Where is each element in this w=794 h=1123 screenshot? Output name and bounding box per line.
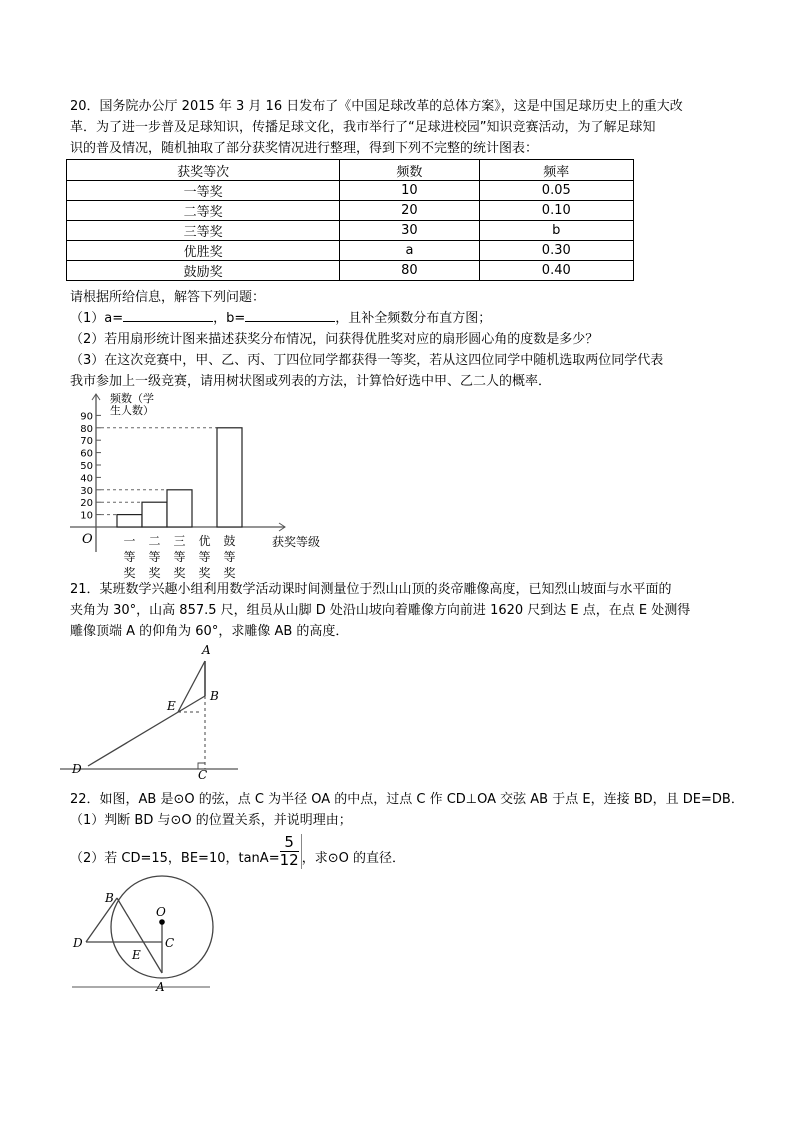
y-tick-label: 60 bbox=[80, 448, 93, 460]
y-tick-label: 40 bbox=[80, 473, 93, 485]
category-label: 鼓 bbox=[223, 534, 236, 548]
table-row bbox=[67, 201, 634, 221]
q20-text-line1: 20．国务院办公厅 2015 年 3 月 16 日发布了《中国足球改革的总体方案》，这是中国足球历史上的重大改 bbox=[70, 99, 683, 114]
answer-blank-a[interactable] bbox=[123, 309, 213, 322]
label-A: A bbox=[202, 643, 211, 657]
y-tick-label: 80 bbox=[80, 423, 93, 435]
cell-rate: b bbox=[479, 221, 633, 241]
cell-award: 三等奖 bbox=[67, 221, 340, 241]
q21-text-line1: 21．某班数学兴趣小组利用数学活动课时间测量位于烈山山顶的炎帝雕像高度，已知烈山坡面与水平面的 bbox=[70, 582, 672, 597]
answer-blank-b[interactable] bbox=[245, 309, 335, 322]
cell-frequency: 80 bbox=[340, 261, 479, 281]
label-B: B bbox=[210, 689, 219, 703]
category-label: 奖 bbox=[223, 566, 236, 580]
category-label: 奖 bbox=[148, 566, 161, 580]
frequency-histogram bbox=[60, 388, 350, 580]
label-B: B bbox=[105, 891, 114, 905]
sub2-suffix: ，求⊙O 的直径． bbox=[301, 851, 405, 866]
table-header-row bbox=[67, 160, 634, 181]
label-D: D bbox=[72, 762, 82, 776]
q20-sub3-line2: 我市参加上一级竞赛，请用树状图或列表的方法，计算恰好选中甲、乙二人的概率． bbox=[70, 374, 552, 389]
cell-rate: 0.30 bbox=[479, 241, 633, 261]
cell-award: 一等奖 bbox=[67, 181, 340, 201]
y-tick-label: 90 bbox=[80, 411, 93, 423]
histogram-bar bbox=[117, 515, 142, 527]
center-point-O bbox=[159, 919, 165, 925]
q21-text-line3: 雕像顶端 A 的仰角为 60°，求雕像 AB 的高度． bbox=[70, 624, 349, 639]
cell-frequency: a bbox=[340, 241, 479, 261]
q21-text-line2: 夹角为 30°，山高 857.5 尺，组员从山脚 D 处沿山坡向着雕像方向前进 1620 尺到达 E 点，在点 E 处测得 bbox=[70, 603, 691, 618]
label-E: E bbox=[132, 948, 141, 962]
table-row bbox=[67, 241, 634, 261]
label-O: O bbox=[156, 905, 166, 919]
category-label: 等 bbox=[198, 550, 211, 564]
histogram-axes bbox=[70, 394, 285, 552]
fraction-denominator: 12 bbox=[279, 851, 299, 869]
q22-text-line1: 22．如图，AB 是⊙O 的弦，点 C 为半径 OA 的中点，过点 C 作 CD⊥OA 交弦 AB 于点 E，连接 BD，且 DE=DB． bbox=[70, 792, 744, 807]
cell-frequency: 20 bbox=[340, 201, 479, 221]
category-label: 优 bbox=[198, 534, 211, 548]
slope-figure bbox=[60, 640, 250, 780]
q20-text-line2: 革．为了进一步普及足球知识，传播足球文化，我市举行了“足球进校园”知识竞赛活动，为了解足球知 bbox=[70, 120, 656, 135]
label-A: A bbox=[156, 980, 165, 994]
slope-line-DB bbox=[88, 696, 205, 766]
table-row bbox=[67, 221, 634, 241]
category-label: 等 bbox=[173, 550, 186, 564]
table-row bbox=[67, 181, 634, 201]
category-label: 等 bbox=[223, 550, 236, 564]
cell-rate: 0.10 bbox=[479, 201, 633, 221]
q20-text-line3: 识的普及情况，随机抽取了部分获奖情况进行整理，得到下列不完整的统计图表： bbox=[70, 141, 539, 156]
label-C: C bbox=[198, 768, 208, 782]
header-frequency: 频数 bbox=[340, 160, 479, 181]
q22-sub1: （1）判断 BD 与⊙O 的位置关系，并说明理由； bbox=[70, 813, 352, 828]
cell-award: 优胜奖 bbox=[67, 241, 340, 261]
histogram-bars bbox=[117, 428, 242, 527]
category-label: 等 bbox=[148, 550, 161, 564]
cell-rate: 0.05 bbox=[479, 181, 633, 201]
sub2-prefix: （2）若 CD=15，BE=10，tanA= bbox=[70, 851, 280, 866]
header-rate: 频率 bbox=[479, 160, 633, 181]
category-label: 等 bbox=[123, 550, 136, 564]
sub1-b-label: ，b= bbox=[213, 311, 246, 326]
histogram-labels bbox=[80, 411, 235, 580]
y-tick-label: 10 bbox=[80, 510, 93, 522]
q20-prompt: 请根据所给信息，解答下列问题： bbox=[70, 290, 266, 305]
table-row bbox=[67, 261, 634, 281]
y-tick-label: 50 bbox=[80, 461, 93, 472]
histogram-guides bbox=[101, 428, 217, 515]
cell-frequency: 10 bbox=[340, 181, 479, 201]
origin-label: O bbox=[82, 532, 93, 547]
sub1-a-label: （1）a= bbox=[70, 311, 124, 326]
histogram-bar bbox=[167, 490, 192, 527]
cell-frequency: 30 bbox=[340, 221, 479, 241]
fraction-numerator: 5 bbox=[280, 834, 299, 852]
histogram-bar bbox=[142, 502, 167, 527]
y-axis-label-line1: 频数（学 bbox=[110, 392, 154, 405]
category-label: 一 bbox=[123, 534, 136, 548]
q20-sub3-line1: （3）在这次竞赛中，甲、乙、丙、丁四位同学都获得一等奖，若从这四位同学中随机选取两位同学代表 bbox=[70, 353, 664, 368]
y-tick-label: 30 bbox=[80, 485, 93, 497]
frequency-table bbox=[66, 159, 634, 281]
q20-sub2: （2）若用扇形统计图来描述获奖分布情况，问获得优胜奖对应的扇形圆心角的度数是多少？ bbox=[70, 332, 599, 347]
y-tick-label: 20 bbox=[80, 498, 93, 510]
category-label: 奖 bbox=[198, 566, 211, 580]
label-C: C bbox=[165, 936, 175, 950]
histogram-bar bbox=[217, 428, 242, 527]
q20-sub1 bbox=[70, 308, 730, 329]
sub1-tail: ，且补全频数分布直方图； bbox=[335, 311, 492, 326]
cell-rate: 0.40 bbox=[479, 261, 633, 281]
label-E: E bbox=[167, 699, 176, 713]
category-label: 三 bbox=[173, 534, 186, 548]
category-label: 奖 bbox=[173, 566, 186, 580]
y-axis-label-line2: 生人数） bbox=[110, 404, 154, 417]
fraction-5-12 bbox=[280, 834, 302, 869]
cell-award: 鼓励奖 bbox=[67, 261, 340, 281]
category-label: 奖 bbox=[123, 566, 136, 580]
y-tick-label: 70 bbox=[80, 436, 93, 448]
q22-sub2 bbox=[70, 833, 730, 869]
label-D: D bbox=[73, 936, 83, 950]
cell-award: 二等奖 bbox=[67, 201, 340, 221]
x-axis-label: 获奖等级 bbox=[272, 535, 321, 549]
header-award-level: 获奖等次 bbox=[67, 160, 340, 181]
circle-figure bbox=[60, 870, 230, 995]
category-label: 二 bbox=[148, 534, 161, 548]
